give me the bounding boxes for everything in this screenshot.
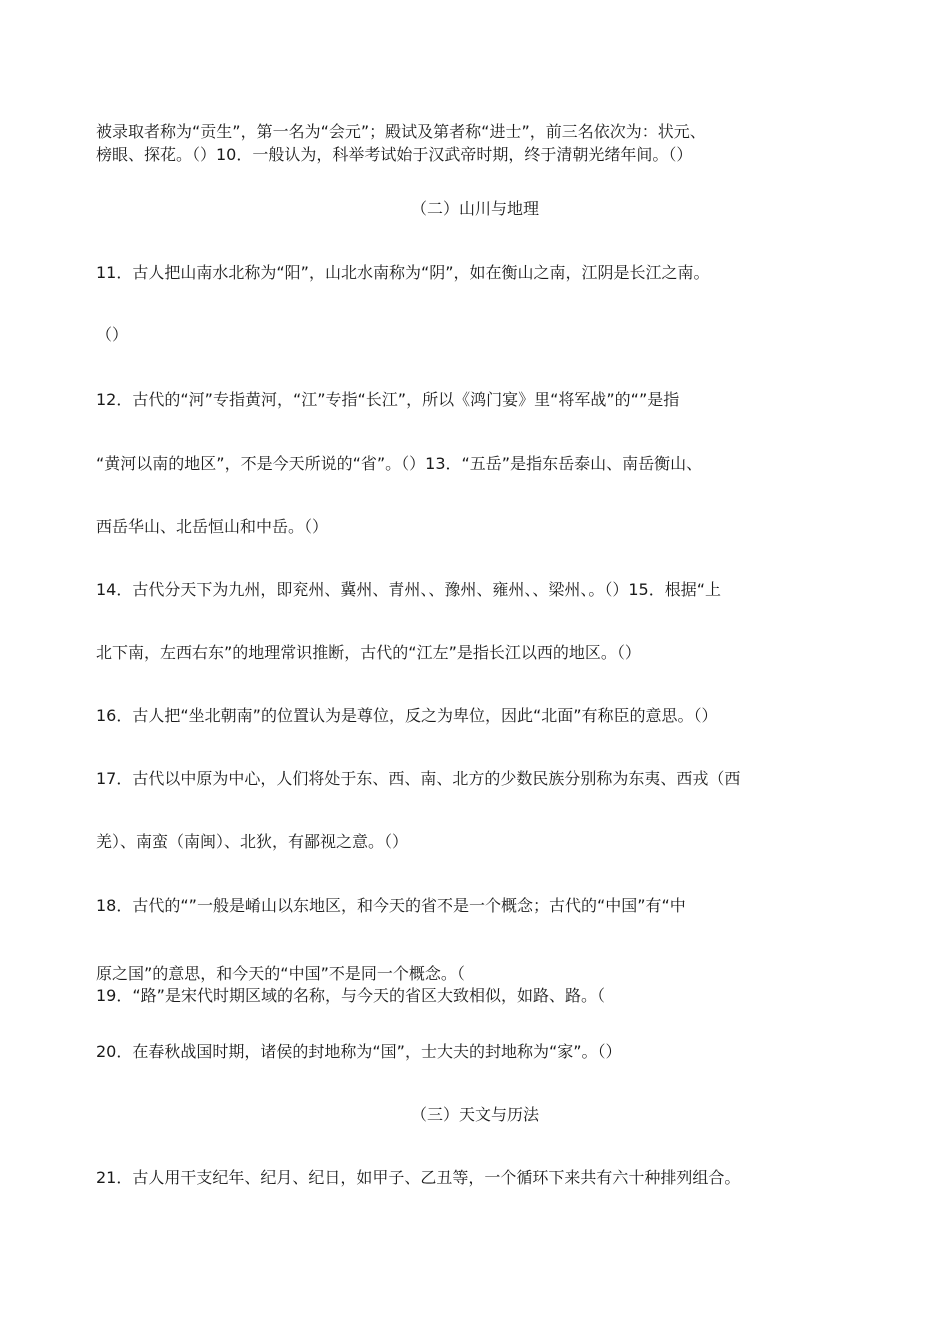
item-16-line: 16．古人把“坐北朝南”的位置认为是尊位，反之为卑位，因此“北面”有称臣的意思。（）: [96, 706, 718, 725]
item-11-line-1: 11．古人把山南水北称为“阳”，山北水南称为“阴”，如在衡山之南，江阴是长江之南。: [96, 263, 710, 282]
section-heading-mountains-rivers: （二）山川与地理: [410, 199, 539, 218]
item-17-line-2: 羌）、南蛮（南闽）、北狄，有鄙视之意。（）: [96, 832, 409, 851]
text-line-1: 被录取者称为“贡生”，第一名为“会元”；殿试及第者称“进士”，前三名依次为：状元、: [96, 122, 706, 141]
item-14-line-1: 14．古代分天下为九州，即兖州、冀州、青州、、豫州、雍州、、梁州、。（）15．根据“上: [96, 580, 722, 599]
item-12-line-2: “黄河以南的地区”，不是今天所说的“省”。（）13．“五岳”是指东岳泰山、南岳衡山、: [96, 454, 703, 473]
item-17-line-1: 17．古代以中原为中心，人们将处于东、西、南、北方的少数民族分别称为东夷、西戎（西: [96, 769, 741, 788]
item-11-line-2: （）: [96, 325, 129, 344]
item-15-line: 北下南，左西右东”的地理常识推断，古代的“江左”是指长江以西的地区。（）: [96, 643, 641, 662]
text-line-2: 榜眼、探花。（）10．一般认为，科举考试始于汉武帝时期，终于清朝光绪年间。（）: [96, 145, 693, 164]
item-18-line-2: 原之国”的意思，和今天的“中国”不是同一个概念。（: [96, 964, 465, 983]
item-12-line-1: 12．古代的“河”专指黄河，“江”专指“长江”，所以《鸿门宴》里“将军战”的“”是指: [96, 390, 680, 409]
item-18-line-1: 18．古代的“”一般是崤山以东地区，和今天的省不是一个概念；古代的“中国”有“中: [96, 896, 686, 915]
section-heading-astronomy-calendar: （三）天文与历法: [410, 1105, 539, 1124]
item-20-line: 20．在春秋战国时期，诸侯的封地称为“国”，士大夫的封地称为“家”。（）: [96, 1042, 622, 1061]
item-19-line: 19．“路”是宋代时期区域的名称，与今天的省区大致相似，如路、路。（: [96, 986, 605, 1005]
item-21-line: 21．古人用干支纪年、纪月、纪日，如甲子、乙丑等，一个循环下来共有六十种排列组合。: [96, 1168, 741, 1187]
item-13-line: 西岳华山、北岳恒山和中岳。（）: [96, 517, 329, 536]
